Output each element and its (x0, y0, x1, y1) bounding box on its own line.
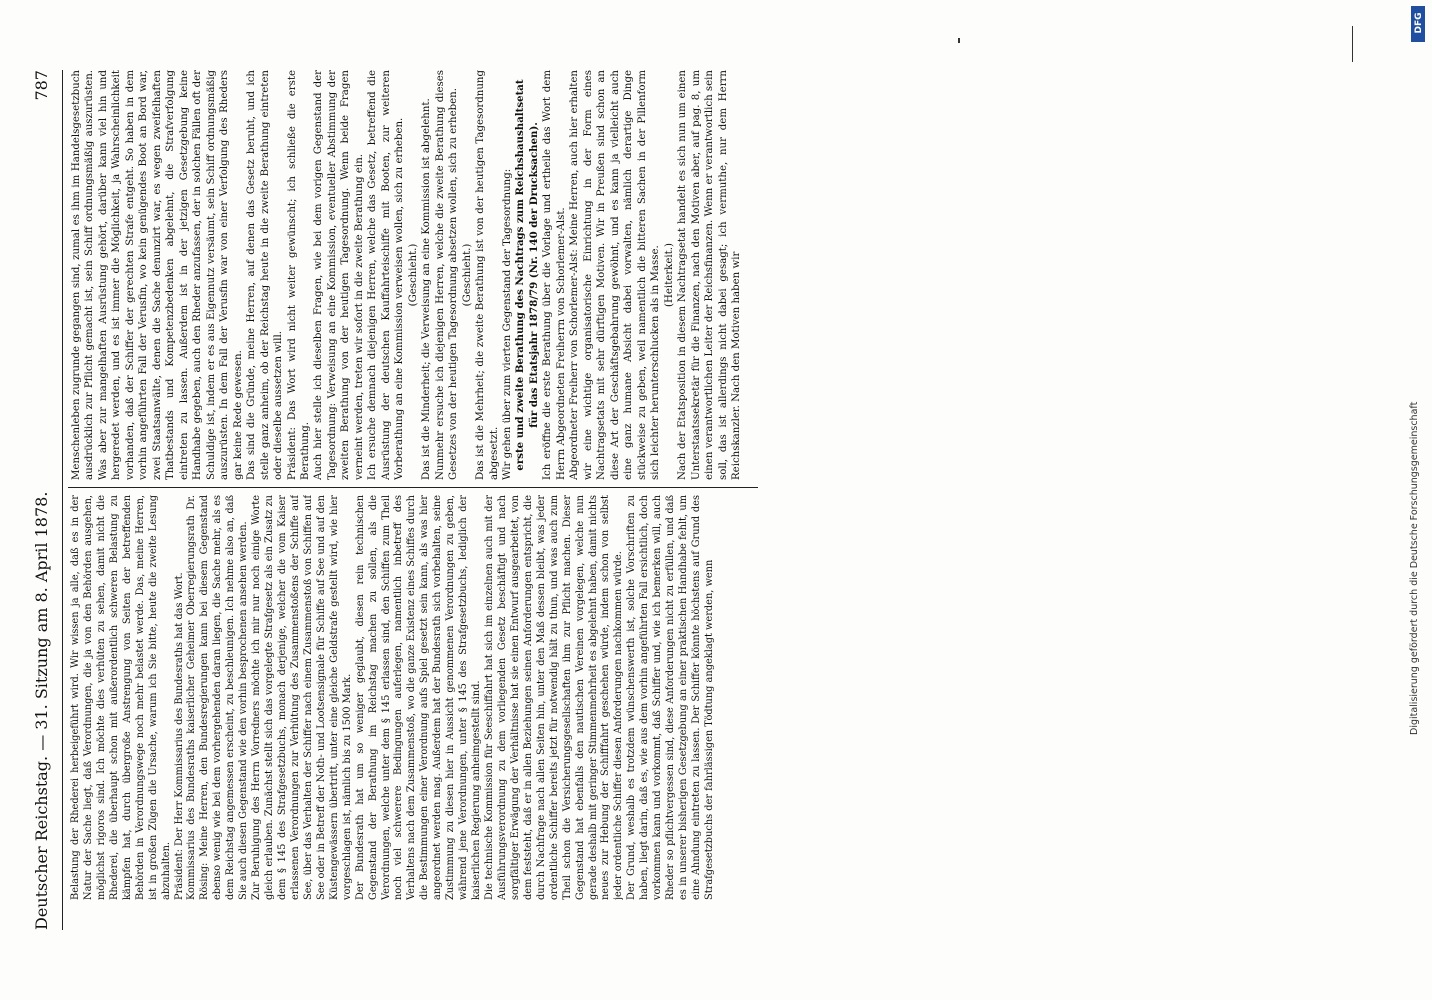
left-paragraph: Zur Beruhigung des Herrn Vorredners möchte ich mir nur noch einige Worte gleich erlauben. Zunächst stellt sich das vorgelegte Strafgesetz als ein Zusatz zu dem § 145 des Strafgesetzbuchs, monach derjenige, welcher die vom Kaiser erlassenen Verordnungen zur Verhütung des Zusammenstoßens der Schiffe auf See, über das Verhalten der Schiffer nach einem Zusammenstoß von Schiffen auf See oder in Betreff der Noth- und Lootsensignale für Schiffe auf See und auf den Küstengewässern übertritt, unter eine gleiche Geldstrafe gestellt wird, wie hier vorgeschlagen ist, nämlich bis zu 1500 Mark. (251, 495, 353, 900)
right-paragraph: Das ist die Mehrheit; die zweite Berathung ist von der heutigen Tagesordnung abgesetzt. (475, 70, 500, 480)
left-paragraph: Präsident: Der Herr Kommissarius des Bundesraths hat das Wort. (173, 572, 185, 900)
left-paragraph: Der Grund, weshalb es trotzdem wünschenswerth ist, solche Vorschriften zu haben, liegt darin, daß es, wie aus dem vorhin angeführten Fall ersichtlich, doch vorkommen kann und vorkommt, daß Schiffer und, wie ich bemerken will, auch Rheder so pflichtvergessen sind, diese Anforderungen nicht zu erfüllen, und daß es in unserer bisherigen Gesetzgebung an einer praktischen Handhabe fehlt, um eine Ahndung eintreten zu lassen. Der Schiffer könnte höchstens auf Grund des Strafgesetzbuchs der fahrlässigen Tödtung angeklagt werden, wenn (626, 495, 715, 900)
right-paragraph: Ich ersuche demnach diejenigen Herren, welche das Gesetz, betreffend die Ausrüstung der deutschen Kauffahrteischiffe mit Booten, zur weiteren Vorberathung an eine Kommission verweisen wollen, sich zu erheben. (367, 70, 406, 480)
right-paragraph: Wir gehen über zum vierten Gegenstand der Tagesordnung: (502, 168, 513, 480)
right-paragraph: Nach der Etatsposition in diesem Nachtragsetat handelt es sich nun um einen Unterstaatssekretär für die Finanzen, nach den Motiven aber, auf pag. 8, um einen verantwortlichen Leiter der Reichsfinanzen. Wenn er verantwortlich sein soll, das ist allerdings nicht dabei gesagt; ich vermuthe, nur dem Herrn Reichskanzler. Nach den Motiven haben wir (677, 70, 742, 480)
right-paragraph: (Heiterkeit.) (663, 243, 675, 307)
right-paragraph: Präsident: Das Wort wird nicht weiter gewünscht; ich schließe die erste Berathung. (286, 70, 311, 480)
dfg-logo (1411, 6, 1425, 42)
right-paragraph: erste und zweite Berathung des Nachtrags zum Reichshaushaltsetat für das Etatsjahr 1878/79 (Nr. 140 der Drucksachen). (514, 79, 540, 471)
header-text: Deutscher Reichstag. — 31. Sitzung am 8. April 1878. (32, 491, 51, 930)
credit-text: Digitalisierung gefördert durch die Deutsche Forschungsgemeinschaft (1409, 401, 1420, 735)
right-paragraph: (Geschieht.) (461, 243, 473, 307)
right-paragraph: Nunmehr ersuche ich diejenigen Herren, welche die zweite Berathung dieses Gesetzes von der heutigen Tagesordnung absetzen wollen, sich zu erheben. (434, 70, 460, 480)
left-paragraph: Kommissarius des Bundesraths kaiserlicher Geheimer Oberregierungsrath Dr. Rösing: Meine Herren, den Bundesregierungen kann bei diesem Gegenstand ebenso wenig wie bei dem vorhergehenden daran liegen, die Sache mehr, als es dem Reichstag angemessen erscheint, zu beschleunigen. Ich nehme also an, daß Sie auch diesen Gegenstand wie den vorhin besprochenen ansehen werden. (186, 495, 250, 900)
left-paragraph: Belastung der Rhederei herbeigeführt wird. Wir wissen ja alle, daß es in der Natur der Sache liegt, daß Verordnungen, die ja von den Behörden ausgehen, möglichst rigoros sind. Ich möchte dies verhüten zu sehen, damit nicht die Rhederei, die überhaupt schon mit außerordentlich schweren Belastung zu kämpfen hat, durch übergroße Anstrengung von Seiten der betreffenden Behörden in Verordnungswege noch mehr belastet werde. Das, meine Herren, ist in großen Zügen die Ursache, warum ich Sie bitte, heute die zweite Lesung abzuhalten. (70, 495, 172, 900)
right-column (70, 70, 760, 480)
dfg-logo-text: DFG (1414, 12, 1424, 34)
right-paragraph: Menschenleben zugrunde gegangen sind, zumal es ihm im Handelsgesetzbuch ausdrücklich zur Pflicht gemacht ist, sein Schiff ordnungsmäßig auszurüsten. Was aber zur mangelhaften Ausrüstung gehört, darüber kann viel hin und hergeredet werden, und es ist immer die Möglichkeit, ja Wahrscheinlichkeit vorhanden, daß der Schiffer der gerechten Strafe entgeht. So haben in dem vorhin angeführten Fall der Verusfin, wo kein genügendes Boot an Bord war, zwei Staatsanwälte, denen die Sache denunzirt war, es wegen zweifelhaften Thatbestands und Kompetenzbedenken abgelehnt, die Strafverfolgung eintreten zu lassen. Außerdem ist in der jetzigen Gesetzgebung keine Handhabe gegeben, auch den Rheder anzufassen, der in solchen Fällen oft der Schuldige ist, indem er es aus Eigennutz versäumt, sein Schiff ordnungsmäßig auszurüsten. In dem Fall der Verusfin war von einer Verfolgung des Rheders gar keine Rede gewesen. (71, 70, 244, 480)
scan-mark (1352, 26, 1353, 62)
left-column (70, 495, 760, 900)
right-paragraph: Das ist die Minderheit; die Verweisung an eine Kommission ist abgelehnt. (421, 98, 433, 480)
left-paragraph: Die technische Kommission für Seeschiffahrt hat sich im einzelnen auch mit der Ausführungsverordnung zu dem vorliegenden Gesetz beschäftigt und nach sorgfältiger Erwägung der Verhältnisse hat sie einen Entwurf ausgearbeitet, von dem feststeht, daß er in allen Beziehungen seinen Anforderungen entspricht, die durch Nachfrage nach allen Seiten hin, unter den Maß dessen bleibt, was jeder ordentliche Schiffer bereits jetzt für notwendig hält zu thun, und was auch zum Theil schon die Versicherungsgesellschaften ihm zur Pflicht machen. Dieser Gegenstand hat ebenfalls den nautischen Vereinen vorgelegen, welche nun gerade deshalb mit geringer Stimmenmehrheit es abgelehnt haben, damit nichts neues zur Hebung der Schifffahrt geschehen würde, indem schon von selbst jeder ordentliche Schiffer diesen Anforderungen nachkommen würde. (484, 495, 625, 900)
right-paragraph: Abgeordneter Freiherr von Schorlemer-Alst: Meine Herren, auch hier erhalten wir eine wichtige organisatorische Einrichtung in der Form eines Nachtragsetats mit sehr dürftigen Motiven. Wir in Preußen sind schon an diese Art der Geschäftsgebahrung gewöhnt, und es kann ja vielleicht auch eine ganz humane Absicht dabei vorwalten, nämlich derartige Dinge stückweise zu geben, weil namentlich die bitteren Sachen in der Pillenform sich leichter herunterschlucken als in Masse. (569, 70, 662, 480)
right-paragraph: Ich eröffne die erste Berathung über die Vorlage und ertheile das Wort dem Herrn Abgeordneten Freiherrn von Schorlemer-Alst. (542, 70, 567, 480)
right-paragraph: (Geschieht.) (407, 243, 419, 307)
right-paragraph: Das sind die Gründe, meine Herren, auf denen das Gesetz beruht, und ich stelle ganz anheim, ob der Reichstag heute in die zweite Berathung eintreten oder dieselbe aussetzen will. (246, 70, 285, 480)
digitization-credit (1409, 35, 1420, 735)
header-rule (62, 70, 63, 930)
right-paragraph: Auch hier stelle ich dieselben Fragen, wie bei dem vorigen Gegenstand der Tagesordnung: Verweisung an eine Kommission, eventueller Abstimmung der zweiten Berathung von der heutigen Tagesordnung. Wenn beide Fragen verneint werden, treten wir sofort in die zweite Berathung ein. (313, 70, 365, 480)
column-rule (68, 487, 758, 488)
page-header (32, 70, 51, 930)
left-paragraph: Der Bundesrath hat um so weniger geglaubt, diesen rein technischen Gegenstand der Berathung im Reichstag machen zu sollen, als die Verordnungen, welche unter dem § 145 erlassen sind, den Schiffen zum Theil noch viel schwerere Bedingungen auferlegen, namentlich inbetreff des Verhaltens nach dem Zusammenstoß, wo die ganze Existenz eines Schiffes durch die Bestimmungen einer Verordnung aufs Spiel gesetzt sein kann, als was hier angeordnet werden mag. Außerdem hat der Bundesrath sich vorbehalten, seine Zustimmung zu diesen hier in Aussicht genommenen Verordnungen zu geben, während jene Verordnungen, unter § 145 des Strafgesetzbuchs, lediglich der kaiserlichen Regierung anheimgestellt sind. (354, 495, 483, 900)
page-number: 787 (32, 70, 51, 101)
scan-mark (958, 38, 960, 43)
